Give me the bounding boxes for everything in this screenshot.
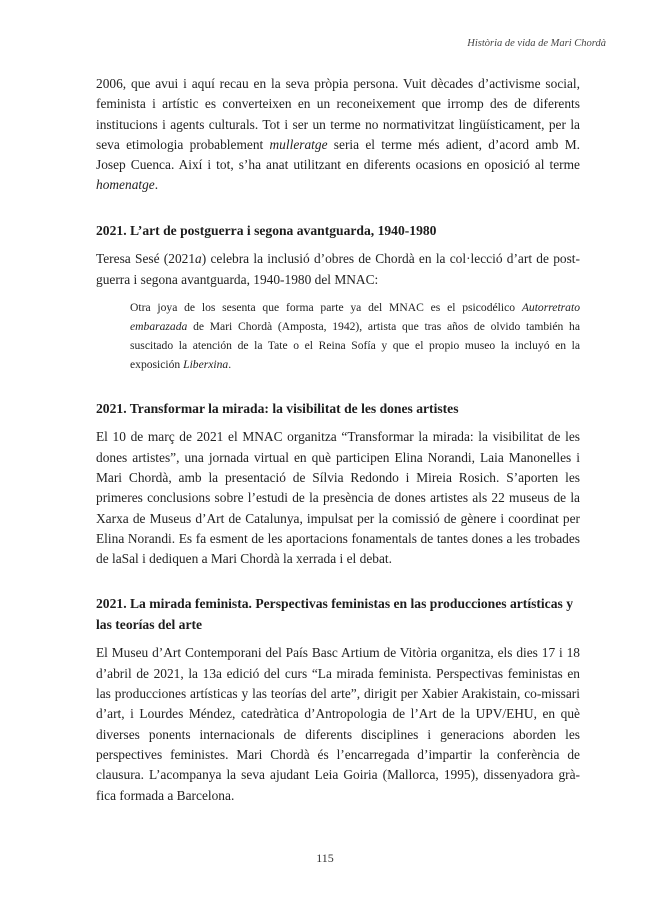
section-text-1: Teresa Sesé (2021	[96, 251, 196, 267]
intro-text-3: .	[154, 177, 159, 193]
section-heading: 2021. L’art de postguerra i segona avantguarda, 1940-1980	[96, 222, 437, 238]
section-paragraph: El 10 de març de 2021 el MNAC organitza “Transformar la mirada: la visibilitat de les dones artistes”, una jornada virtual en què participen Elina Norandi, Laia Manonelles i Mari Chordà, amb la presentació de Sílvia Redondo i Mireia Rosich. S’aporten les primeres conclusions sobre l’estudi de la presència de dones artistes als 22 museus de la Xarxa de Museus d’Art de Catalunya, impulsat per la comissió de gènere i coordinat per Elina Norandi. Es fa esment de les aportacions fonamentals de tantes dones a les trobades de laSal i dediquen a Mari Chordà la xerrada i el debat.	[96, 429, 580, 567]
section-postwar-art	[96, 221, 580, 374]
section-emphasis: a	[195, 251, 202, 267]
running-header: Història de vida de Mari Chordà	[467, 38, 606, 49]
intro-paragraph	[96, 74, 580, 196]
section-transformar-la-mirada	[96, 399, 580, 570]
quote-text-2: de Mari Chordà (Amposta, 1942), artista que tras años de olvido también ha suscitado la atención de la Tate o el Reina Sofía y que el propio museo la incluyó en la exposición	[130, 319, 580, 371]
section-mirada-feminista	[96, 594, 580, 805]
page-number: 115	[316, 851, 334, 865]
quote-text-1: Otra joya de los sesenta que forma parte ya del MNAC es el psicodélico	[130, 300, 522, 314]
section-heading: 2021. Transformar la mirada: la visibilitat de les dones artistes	[96, 400, 459, 416]
intro-text-2: seria el terme més adient, d’acord amb M. Josep Cuenca. Així i tot, s’ha anat utilitzant en diferents ocasions en oposició al terme	[96, 136, 580, 173]
intro-emphasis-homenatge: homenatge	[96, 177, 155, 193]
intro-text-1: 2006, que avui i aquí recau en la seva pròpia persona. Vuit dècades d’activisme social, feminista i artístic es converteixen en un reconeixement que irromp des de diferents institucions i agents culturals. Tot i ser un terme no normativitzat lingüísticament, per la seva etimologia probablement	[96, 76, 580, 152]
quote-emphasis-title: Autorretrato embarazada	[130, 300, 580, 333]
section-paragraph: El Museu d’Art Contemporani del País Basc Artium de Vitòria organitza, els dies 17 i 18 d’abril de 2021, la 13a edició del curs “La mirada feminista. Perspectivas feministas en las producciones artísticas y las teorías del arte”, dirigit per Xabier Arakistain, co-missari d’art, i Lourdes Méndez, catedràtica d’Antropologia de l’Art de la UPV/EHU, en què diverses ponents internacionals de diferents disciplines i generacions aborden les perspectives feministes. Mari Chordà és l’encarregada d’impartir la conferència de clausura. L’acompanya la seva ajudant Leia Goiria (Mallorca, 1995), dissenyadora grà-fica formada a Barcelona.	[96, 645, 580, 803]
quote-emphasis-exhibition: Liberxina	[183, 357, 229, 371]
section-text-2: ) celebra la inclusió d’obres de Chordà en la col·lecció d’art de post-guerra i segona avantguarda, 1940-1980 del MNAC:	[96, 251, 580, 287]
block-quote	[130, 298, 580, 374]
section-paragraph	[96, 249, 580, 290]
quote-text-3: .	[228, 357, 232, 371]
section-heading: 2021. La mirada feminista. Perspectivas feministas en las producciones artísticas y las teorías del arte	[96, 596, 574, 632]
intro-emphasis-mulleratge: mulleratge	[269, 136, 328, 152]
page-body	[96, 74, 580, 806]
